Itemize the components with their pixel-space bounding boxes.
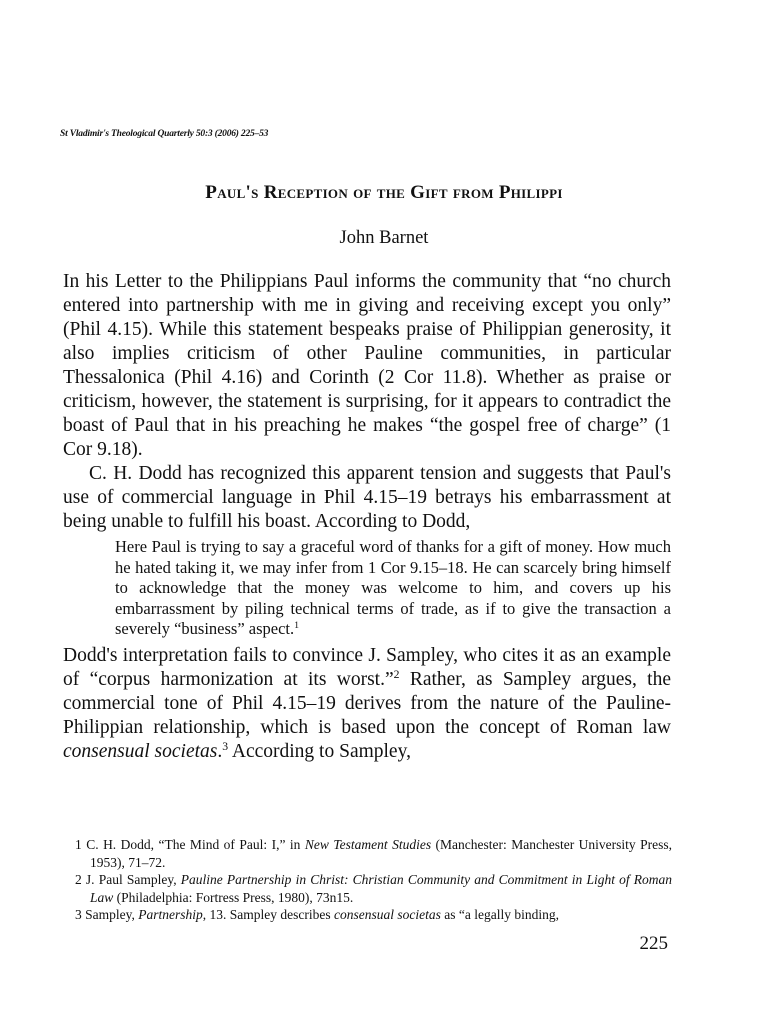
footnote-italic: New Testament Studies	[304, 837, 432, 852]
paragraph-3-text-c: .	[217, 740, 223, 762]
footnote-number: 2	[75, 872, 82, 887]
footnote-text: C. H. Dodd, “The Mind of Paul: I,” in	[86, 837, 305, 852]
block-quote	[115, 537, 671, 640]
footnote-2	[75, 871, 672, 906]
footnote-3	[75, 906, 672, 924]
paragraph-3-text-b: Rather, as Sampley argues, the commercial tone of Phil 4.15–19 derives from the nature of the Pauline-Philippian relationship, which is based upon the concept of Roman law	[63, 668, 672, 738]
paragraph-3-text-d: According to Sampley,	[228, 740, 411, 762]
footnote-italic: consensual societas	[334, 907, 441, 922]
footnote-text: J. Paul Sampley,	[85, 872, 181, 887]
page-number: 225	[639, 933, 668, 954]
footnote-text: , 13. Sampley describes	[202, 907, 334, 922]
latin-term: consensual societas	[63, 740, 218, 762]
footnotes	[75, 836, 672, 924]
paragraph-2: C. H. Dodd has recognized this apparent tension and suggests that Paul's use of commercial language in Phil 4.15–19 betrays his embarrassment at being unable to fulfill his boast. According to Dodd,	[63, 463, 671, 532]
footnote-text: (Manchester: Manchester University Press, 1953), 71–72.	[90, 837, 672, 870]
footnote-italic: Pauline Partnership in Christ: Christian Community and Commitment in Light of Roman Law	[90, 872, 673, 905]
paragraph-3-text-a: Dodd's interpretation fails to convince J. Sampley, who cites it as an example of “corpus harmonization at its worst.”	[63, 644, 671, 690]
footnote-ref-1: 1	[294, 620, 300, 632]
footnote-number: 3	[75, 907, 82, 922]
footnote-text: Sampley,	[85, 907, 139, 922]
footnote-1	[75, 836, 672, 871]
footnote-ref-3: 3	[222, 739, 229, 753]
journal-citation: St Vladimir's Theological Quarterly 50:3 (2006) 225–53	[60, 129, 269, 139]
footnote-number: 1	[75, 837, 82, 852]
article-title: Paul's Reception of the Gift from Philippi	[205, 182, 563, 203]
block-quote-text: Here Paul is trying to say a graceful word of thanks for a gift of money. How much he hated taking it, we may infer from 1 Cor 9.15–18. He can scarcely bring himself to acknowledge that the money was welcome to him, and covers up his embarrassment by piling technical terms of trade, as if to give the transaction a severely “business” aspect.	[115, 537, 671, 638]
paragraph-3	[63, 644, 671, 764]
article-body	[63, 270, 671, 764]
footnote-text: as “a legally binding,	[440, 907, 559, 922]
footnote-text: (Philadelphia: Fortress Press, 1980), 73n15.	[113, 889, 354, 905]
paragraph-1: In his Letter to the Philippians Paul informs the community that “no church entered into partnership with me in giving and receiving except you only” (Phil 4.15). While this statement bespeaks praise of Philippian generosity, it also implies criticism of other Pauline communities, in particular Thessalonica (Phil 4.16) and Corinth (2 Cor 11.8). Whether as praise or criticism, however, the statement is surprising, for it appears to contradict the boast of Paul that in his preaching he makes “the gospel free of charge” (1 Cor 9.18).	[63, 271, 671, 460]
footnote-ref-2: 2	[393, 667, 400, 681]
article-author: John Barnet	[339, 228, 429, 248]
footnote-italic: Partnership	[138, 907, 203, 922]
